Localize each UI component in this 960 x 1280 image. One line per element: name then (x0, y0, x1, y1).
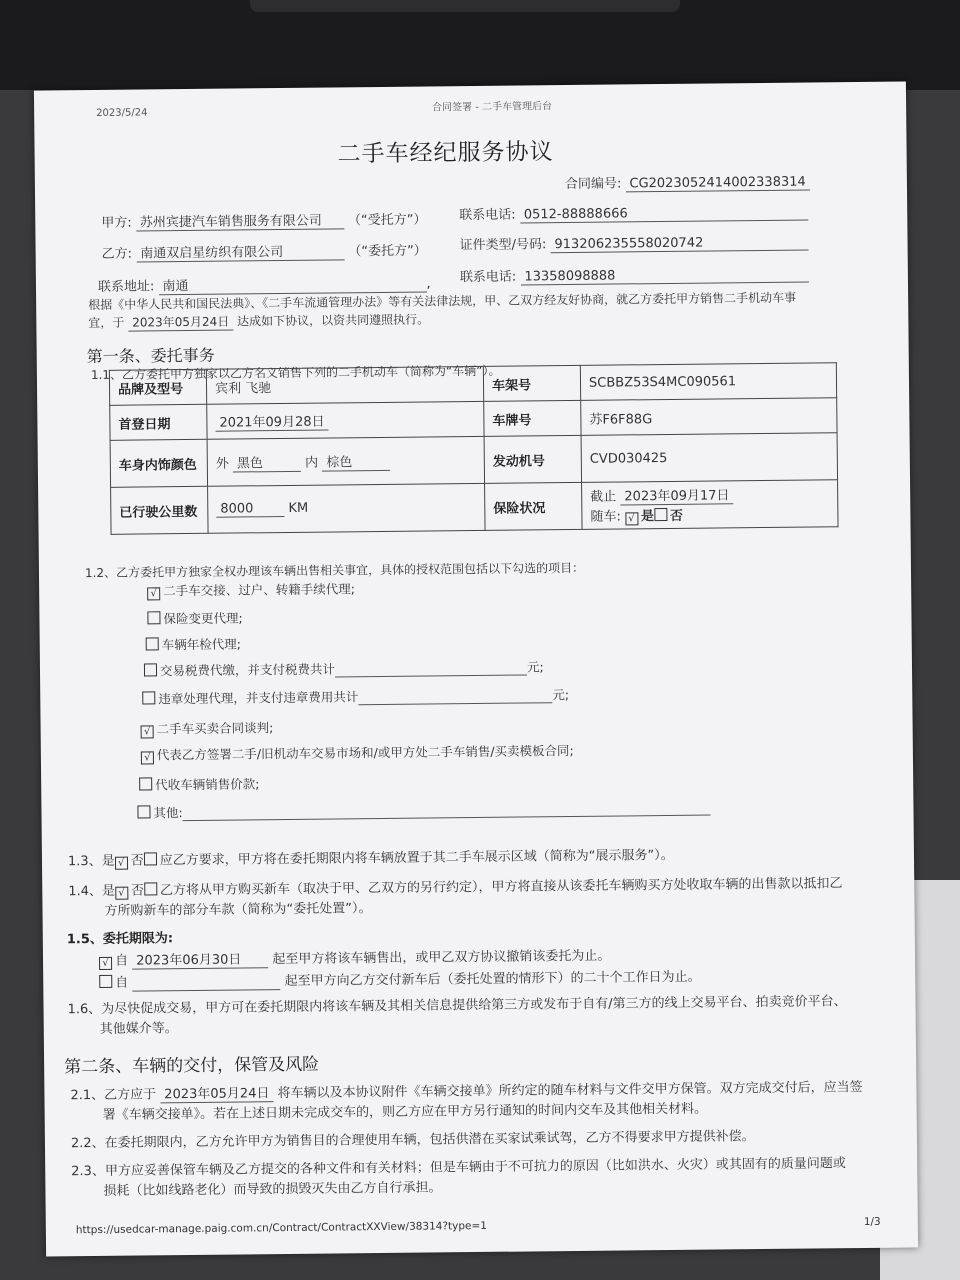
checkbox-checked-icon[interactable]: √ (115, 857, 128, 870)
ext-color-value: 黑色 (233, 452, 301, 473)
contract-page (34, 81, 918, 1256)
address-value: 南通 (158, 272, 426, 295)
checkbox-checked-icon[interactable]: √ (141, 725, 154, 738)
plate-label: 车牌号 (484, 400, 581, 436)
checkbox-empty-icon[interactable] (142, 691, 155, 704)
brand-label: 品牌及型号 (109, 369, 206, 405)
party-b-row (102, 239, 427, 262)
clause-1-4-text1: 乙方将从甲方购买新车（取决于甲、乙双方的另行约定），甲方将直接从该委托车辆购买方处收取车辆的出售款以抵扣乙 (159, 876, 843, 899)
preamble-date: 2023年05月24日 (128, 313, 233, 332)
authorization-option (147, 608, 242, 627)
engine-value: CVD030425 (581, 433, 837, 483)
clause-2-2: 2.2、在委托期限内，乙方允许甲方为销售目的合理使用车辆，包括供潜在买家试乘试驾，乙方不得要求甲方提供补偿。 (70, 1129, 755, 1152)
party-b-id: 913206235558020742 (550, 234, 808, 253)
insurance-with-label: 随车: (590, 509, 621, 525)
reg-date-label: 首登日期 (110, 404, 207, 440)
checkbox-checked-icon[interactable]: √ (99, 957, 112, 970)
checkbox-empty-icon[interactable] (147, 611, 160, 624)
checkbox-checked-icon[interactable]: √ (141, 751, 154, 764)
term-option-1 (99, 945, 610, 970)
party-a-label: 甲方: (101, 215, 132, 231)
term-option-1-post: 起至甲方将该车辆售出，或甲乙双方协议撤销该委托为止。 (272, 948, 611, 968)
insurance-label: 保险状况 (485, 482, 582, 530)
print-date: 2023/5/24 (96, 107, 148, 119)
checkbox-empty-icon[interactable] (654, 508, 667, 521)
authorization-option (146, 634, 241, 653)
authorization-option (147, 579, 355, 600)
preamble-post: 达成如下协议，以资共同遵照执行。 (237, 312, 430, 329)
page-number: 1/3 (863, 1215, 881, 1228)
authorization-option-label: 车辆年检代理; (161, 636, 242, 653)
color-label: 车身内饰颜色 (110, 439, 207, 487)
laptop-hinge (250, 0, 680, 12)
clause-1-6-line1: 1.6、为尽快促成交易，甲方可在委托期限内将该车辆及其相关信息提供给第三方或发布于自有/第三方的线上交易平台、拍卖竞价平台、 (67, 994, 847, 1018)
clause-2-1-date: 2023年05月24日 (160, 1082, 273, 1103)
party-b-id-label: 证件类型/号码: (459, 237, 547, 254)
fill-blank (183, 800, 711, 822)
insurance-with-row (590, 503, 829, 526)
checkbox-empty-icon[interactable] (137, 805, 150, 818)
party-b-role: （“委托方”） (348, 243, 427, 260)
page-title: 二手车经纪服务协议 (337, 139, 554, 168)
preamble-line2 (88, 310, 429, 332)
footer-url: https://usedcar-manage.paig.com.cn/Contract/ContractXXView/38314?type=1 (75, 1219, 488, 1237)
authorization-option-label: 保险变更代理; (163, 610, 243, 627)
laptop-bezel (0, 0, 960, 90)
insurance-until-value: 2023年09月17日 (620, 484, 733, 505)
reg-date-cell (207, 401, 484, 439)
mileage-value: 8000 (216, 501, 284, 518)
term-option-1-pre: 自 (114, 953, 129, 969)
clause-1-1: 1.1、乙方委托甲方独家以乙方名义销售下列的二手机动车（简称为“车辆”）。 (90, 363, 501, 383)
authorization-option-label: 其他: (153, 805, 183, 821)
party-a-row (101, 208, 426, 231)
clause-1-2: 1.2、乙方委托甲方独家全权办理该车辆出售相关事宜，具体的授权范围包括以下勾选的项目： (84, 560, 585, 581)
reg-date-value: 2021年09月28日 (215, 411, 328, 432)
authorization-option-label: 违章处理代理，并支付违章费用共计 (158, 689, 359, 707)
address-row: 联系地址: 南通 , (98, 272, 431, 295)
authorization-option-label: 代收车辆销售价款; (155, 776, 260, 793)
fill-blank (335, 659, 527, 677)
party-a-phone: 0512-88888666 (520, 205, 808, 224)
clause-2-3-line2: 损耗（比如线路老化）而导致的损毁灭失由乙方自行承担。 (103, 1180, 442, 1199)
contract-number-label: 合同编号: (564, 176, 622, 193)
checkbox-checked-icon[interactable]: √ (115, 887, 128, 900)
mileage-label: 已行驶公里数 (111, 486, 208, 534)
party-b-id-row (459, 230, 808, 254)
table-row (110, 433, 837, 488)
vin-label: 车架号 (483, 365, 580, 401)
checkbox-empty-icon[interactable] (99, 975, 112, 988)
mileage-unit: KM (288, 500, 309, 516)
clause-2-1-post: 将车辆以及本协议附件《车辆交接单》所约定的随车材料与文件交甲方保管。双方完成交付后，应当签 (277, 1079, 863, 1102)
checkbox-empty-icon[interactable] (146, 637, 159, 650)
clause-2-1-pre: 2.1、乙方应于 (70, 1087, 157, 1104)
color-cell (207, 436, 484, 486)
checkbox-empty-icon[interactable] (144, 882, 157, 895)
insurance-until-label: 截止 (590, 489, 617, 505)
plate-value: 苏F6F88G (581, 398, 837, 436)
checkbox-empty-icon[interactable] (144, 852, 157, 865)
int-color-label: 内 (305, 455, 319, 471)
authorization-option (139, 774, 259, 793)
authorization-option-label: 代表乙方签署二手/旧机动车交易市场和/或甲方处二手车销售/买卖模板合同; (156, 742, 574, 763)
checkbox-empty-icon[interactable] (139, 777, 152, 790)
insurance-yes: 是 (640, 509, 655, 525)
preamble-pre: 宜，于 (88, 315, 125, 331)
table-row (111, 480, 838, 535)
checkbox-checked-icon[interactable]: √ (625, 512, 638, 525)
party-b-phone-row (460, 262, 809, 286)
authorization-option (142, 685, 569, 707)
clause-1-5-title: 1.5、委托期限为: (66, 931, 174, 948)
authorization-option (144, 657, 544, 679)
vin-value: SCBBZ53S4MC090561 (580, 363, 836, 401)
section-1-title: 第一条、委托事务 (86, 345, 215, 367)
party-a-phone-row (459, 201, 808, 225)
authorization-option (141, 718, 274, 738)
term-option-2 (99, 966, 700, 992)
clause-1-3-no: 否 (130, 853, 144, 869)
print-header-title: 合同签署 - 二手车管理后台 (432, 101, 553, 114)
checkbox-empty-icon[interactable] (144, 663, 157, 676)
checkbox-checked-icon[interactable]: √ (147, 587, 160, 600)
clause-1-3-text: 应乙方要求，甲方将在委托期限内将车辆放置于其二手车展示区域（简称为“展示服务”）。 (159, 847, 674, 869)
authorization-option (141, 741, 574, 765)
party-b-phone-label: 联系电话: (459, 269, 517, 286)
authorization-option (137, 798, 710, 822)
contract-number (565, 170, 810, 193)
clause-1-4-line2: 方所购新车的部分车款（简称为“委托处置”）。 (104, 901, 372, 919)
clause-2-1-line2: 署《车辆交接单》。若在上述日期未完成交车的，则乙方应在甲方另行通知的时间内交车及其他相关材料。 (102, 1101, 708, 1123)
insurance-cell (582, 480, 838, 530)
ext-color-label: 外 (215, 456, 229, 472)
term-option-2-post: 起至甲方向乙方交付新车后（委托处置的情形下）的二十个工作日为止。 (284, 969, 701, 990)
party-a-phone-label: 联系电话: (459, 207, 516, 224)
party-a-role: （“受托方”） (347, 212, 427, 229)
authorization-option-suffix: 元; (552, 687, 570, 703)
clause-1-4-yes: 是 (101, 883, 116, 899)
party-b-name: 南通双启星纺织有限公司 (136, 240, 344, 262)
contract-number-value: CG2023052414002338314 (625, 174, 809, 192)
term-option-1-date: 2023年06月30日 (132, 948, 268, 969)
clause-1-4-num: 1.4、 (68, 883, 103, 900)
engine-label: 发动机号 (484, 435, 581, 483)
insurance-until-row (590, 483, 829, 506)
vehicle-table (109, 362, 839, 535)
brand-value: 宾利 飞驰 (206, 366, 483, 404)
clause-1-4-no: 否 (130, 883, 145, 899)
term-option-2-pre: 自 (115, 975, 129, 991)
int-color-value: 棕色 (322, 451, 390, 472)
clause-1-3-num: 1.3、 (67, 853, 102, 870)
authorization-option-label: 二手车买卖合同谈判; (156, 720, 274, 737)
clause-2-3-line1: 2.3、甲方应妥善保管车辆及乙方提交的各种文件和有关材料；但是车辆由于不可抗力的原因（比如洪水、火灾）或其固有的质量问题或 (71, 1156, 846, 1180)
authorization-option-suffix: 元; (526, 659, 544, 675)
clause-1-6-line2: 其他媒介等。 (99, 1021, 178, 1037)
section-2-title: 第二条、车辆的交付，保管及风险 (64, 1054, 320, 1078)
address-label: 联系地址: (97, 279, 155, 295)
clause-1-4 (68, 872, 842, 900)
fill-blank (358, 687, 552, 705)
mileage-cell (208, 483, 485, 533)
term-option-2-blank (132, 974, 280, 992)
clause-1-3-yes: 是 (101, 853, 115, 869)
preamble-line1: 根据《中华人民共和国民法典》、《二手车流通管理办法》等有关法律法规，甲、乙双方经友好协商，就乙方委托甲方销售二手机动车事 (88, 290, 797, 313)
party-b-label: 乙方: (101, 246, 133, 262)
authorization-option-label: 交易税费代缴，并支付税费共计 (159, 661, 336, 679)
party-b-phone: 13358098888 (520, 266, 808, 285)
insurance-no: 否 (669, 508, 684, 524)
party-a-name: 苏州宾捷汽车销售服务有限公司 (136, 209, 344, 231)
clause-1-3 (68, 844, 674, 870)
authorization-option-label: 二手车交接、过户、转籍手续代理; (163, 581, 355, 599)
